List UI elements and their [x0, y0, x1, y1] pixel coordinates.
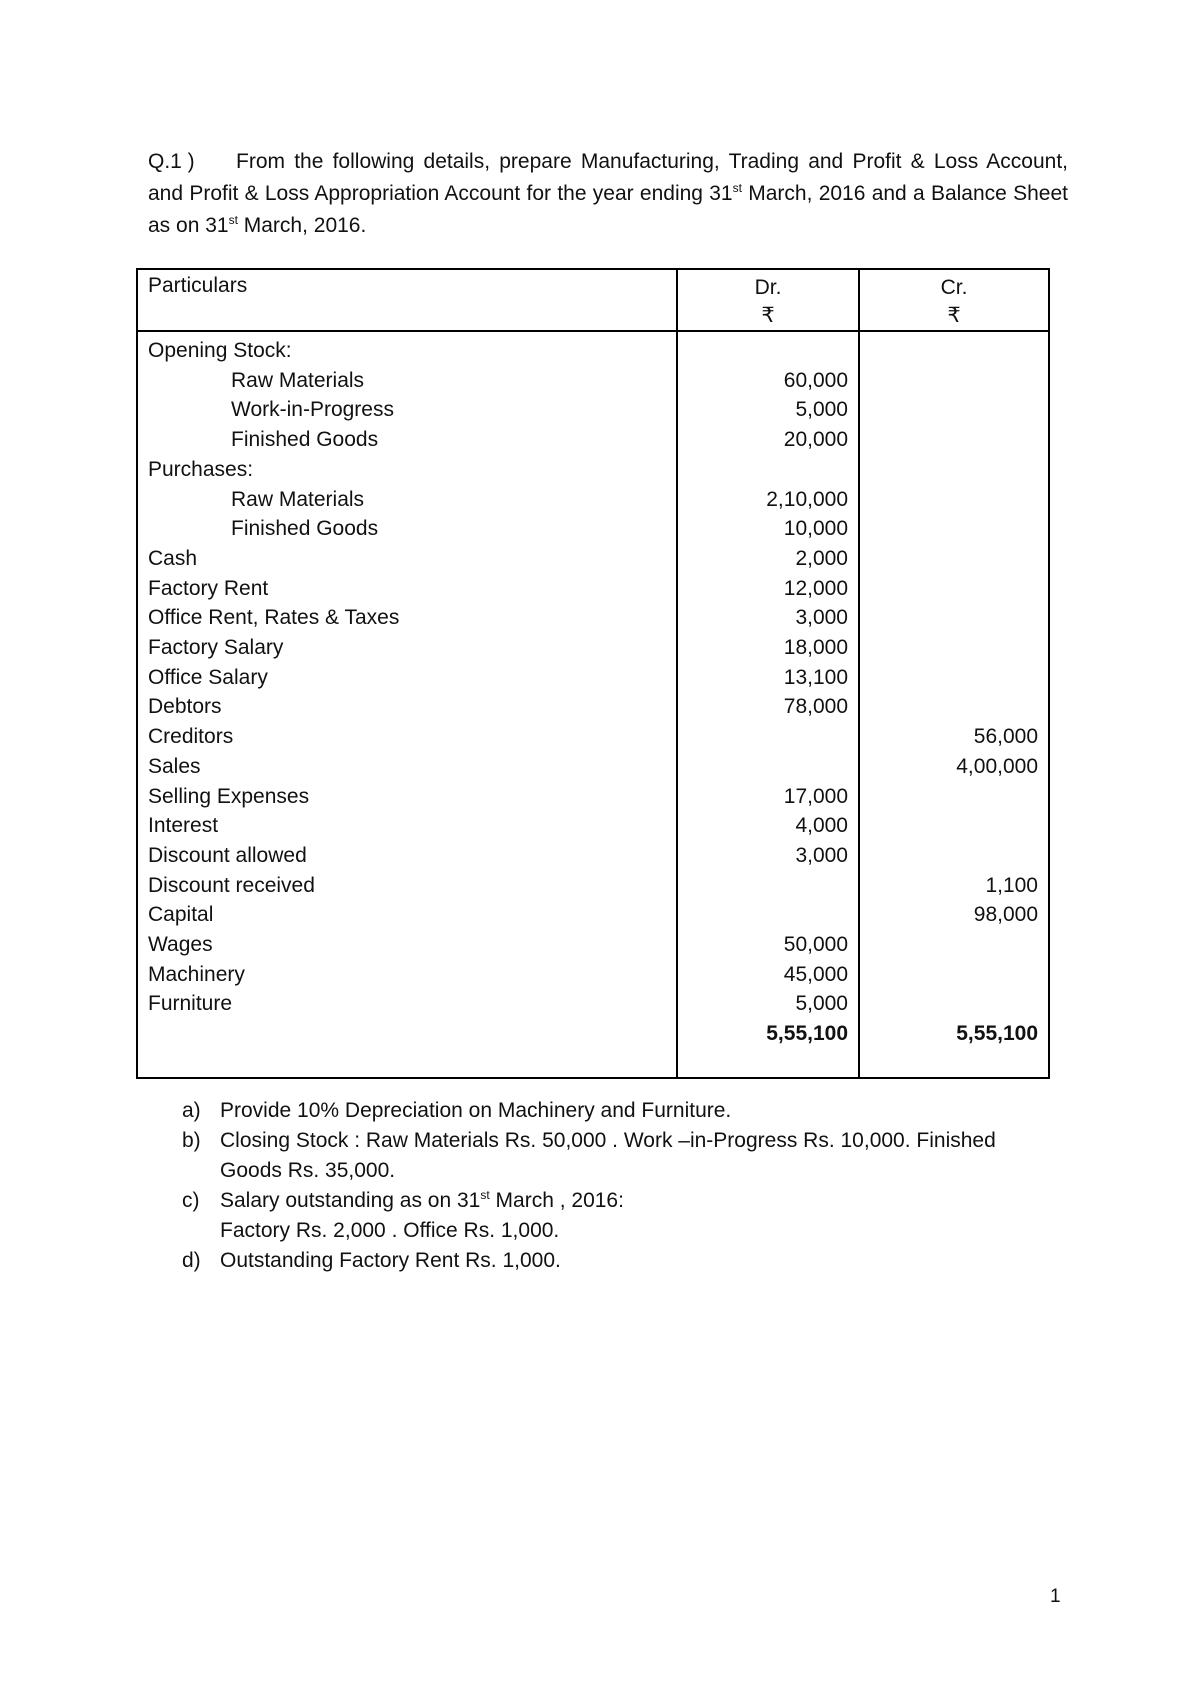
dr-cell: 10,000: [677, 514, 859, 544]
particulars-cell: Cash: [137, 544, 677, 574]
dr-cell: [677, 752, 859, 782]
header-cr: [859, 269, 1049, 331]
dr-cell: 13,100: [677, 663, 859, 693]
cr-cell: [859, 485, 1049, 515]
table-row: [137, 633, 1049, 663]
dr-cell: 50,000: [677, 930, 859, 960]
cr-cell: 56,000: [859, 722, 1049, 752]
particulars-cell: Purchases:: [137, 455, 677, 485]
cr-cell: [859, 782, 1049, 812]
note-item: [182, 1246, 1062, 1276]
note-text-line2: Factory Rs. 2,000 . Office Rs. 1,000.: [220, 1219, 560, 1242]
total-dr-cell: 5,55,100: [677, 1019, 859, 1051]
cr-cell: [859, 663, 1049, 693]
cr-cell: [859, 331, 1049, 366]
note-text: Salary outstanding as on 31: [220, 1189, 481, 1212]
question-text-part3: March, 2016.: [237, 214, 367, 237]
cr-cell: [859, 960, 1049, 990]
particulars-cell: Selling Expenses: [137, 782, 677, 812]
note-text: Closing Stock : Raw Materials Rs. 50,000 . Work –in-Progress Rs. 10,000. Finished Goods Rs. 35,000.: [220, 1129, 996, 1182]
table-row: [137, 871, 1049, 901]
particulars-cell: Raw Materials: [137, 366, 677, 396]
table-row: [137, 331, 1049, 366]
table-row: [137, 574, 1049, 604]
page-number: 1: [1050, 1586, 1061, 1607]
note-text: Outstanding Factory Rent Rs. 1,000.: [220, 1249, 561, 1272]
table-row: [137, 752, 1049, 782]
table-row: [137, 811, 1049, 841]
note-item: [182, 1186, 1062, 1246]
particulars-cell: Factory Rent: [137, 574, 677, 604]
particulars-cell: Interest: [137, 811, 677, 841]
trial-balance-table: [136, 268, 1050, 1079]
dr-cell: 17,000: [677, 782, 859, 812]
particulars-cell: Work-in-Progress: [137, 395, 677, 425]
adjustment-notes: [182, 1096, 1062, 1276]
cr-cell: [859, 574, 1049, 604]
particulars-cell: Discount received: [137, 871, 677, 901]
superscript-st-3: st: [480, 1188, 490, 1202]
table-row: [137, 603, 1049, 633]
cr-cell: 4,00,000: [859, 752, 1049, 782]
table-row: [137, 841, 1049, 871]
dr-cell: [677, 331, 859, 366]
dr-cell: 12,000: [677, 574, 859, 604]
note-item: [182, 1126, 1062, 1186]
table-row: [137, 782, 1049, 812]
table-spacer-row: [137, 1051, 1049, 1078]
table-row: [137, 485, 1049, 515]
cr-cell: 98,000: [859, 900, 1049, 930]
question-number: Q.1 ): [148, 150, 195, 173]
note-marker: b): [182, 1129, 201, 1152]
cr-cell: [859, 989, 1049, 1019]
cr-cell: [859, 633, 1049, 663]
table-row: [137, 960, 1049, 990]
table-row: [137, 692, 1049, 722]
note-marker: c): [182, 1189, 200, 1212]
table-row: [137, 514, 1049, 544]
header-cr-label: Cr.: [940, 276, 968, 299]
particulars-cell: Discount allowed: [137, 841, 677, 871]
cr-cell: [859, 514, 1049, 544]
cr-cell: 1,100: [859, 871, 1049, 901]
table-row: [137, 425, 1049, 455]
cr-cell: [859, 425, 1049, 455]
dr-cell: [677, 871, 859, 901]
header-particulars: Particulars: [137, 269, 677, 331]
particulars-cell: Machinery: [137, 960, 677, 990]
dr-cell: 45,000: [677, 960, 859, 990]
dr-cell: 5,000: [677, 989, 859, 1019]
dr-cell: [677, 455, 859, 485]
table-row: [137, 989, 1049, 1019]
particulars-cell: Furniture: [137, 989, 677, 1019]
dr-cell: 3,000: [677, 603, 859, 633]
question-text-part1: From the following details, prepare Manufacturing, Trading and Profit & Loss Account, and Profit & Loss Appropriation Account for the year ending 31: [148, 150, 1068, 205]
table-row: [137, 900, 1049, 930]
note-marker: a): [182, 1099, 201, 1122]
cr-cell: [859, 811, 1049, 841]
cr-cell: [859, 692, 1049, 722]
dr-cell: 60,000: [677, 366, 859, 396]
question-text: [148, 146, 1068, 242]
dr-cell: 78,000: [677, 692, 859, 722]
table-row: [137, 930, 1049, 960]
particulars-cell: Creditors: [137, 722, 677, 752]
table-row: [137, 395, 1049, 425]
table-row: [137, 366, 1049, 396]
cr-cell: [859, 544, 1049, 574]
header-dr-label: Dr.: [754, 276, 782, 299]
particulars-cell: Factory Salary: [137, 633, 677, 663]
particulars-cell: Finished Goods: [137, 514, 677, 544]
dr-cell: 2,000: [677, 544, 859, 574]
rupee-icon: ₹: [761, 304, 775, 327]
table-row: [137, 663, 1049, 693]
particulars-cell: Debtors: [137, 692, 677, 722]
particulars-cell: Office Salary: [137, 663, 677, 693]
note-item: [182, 1096, 1062, 1126]
rupee-icon: ₹: [947, 304, 961, 327]
cr-cell: [859, 395, 1049, 425]
dr-cell: 18,000: [677, 633, 859, 663]
table-header-row: [137, 269, 1049, 331]
note-text-after-sup: March , 2016:: [489, 1189, 624, 1212]
particulars-cell: Raw Materials: [137, 485, 677, 515]
particulars-cell: Opening Stock:: [137, 331, 677, 366]
cr-cell: [859, 366, 1049, 396]
superscript-st-1: st: [732, 181, 742, 195]
table-row: [137, 455, 1049, 485]
cr-cell: [859, 455, 1049, 485]
cr-cell: [859, 841, 1049, 871]
particulars-cell: Finished Goods: [137, 425, 677, 455]
particulars-cell: Capital: [137, 900, 677, 930]
dr-cell: 20,000: [677, 425, 859, 455]
superscript-st-2: st: [228, 213, 238, 227]
table-row: [137, 544, 1049, 574]
total-particulars-cell: [137, 1019, 677, 1051]
dr-cell: [677, 900, 859, 930]
question-text-part2: March, 2016 and a Balance Sheet as on 31: [148, 182, 1068, 237]
particulars-cell: Office Rent, Rates & Taxes: [137, 603, 677, 633]
dr-cell: [677, 722, 859, 752]
particulars-cell: Sales: [137, 752, 677, 782]
particulars-cell: Wages: [137, 930, 677, 960]
total-row: [137, 1019, 1049, 1051]
cr-cell: [859, 603, 1049, 633]
dr-cell: 2,10,000: [677, 485, 859, 515]
total-cr-cell: 5,55,100: [859, 1019, 1049, 1051]
dr-cell: 3,000: [677, 841, 859, 871]
note-text: Provide 10% Depreciation on Machinery and Furniture.: [220, 1099, 732, 1122]
dr-cell: 5,000: [677, 395, 859, 425]
cr-cell: [859, 930, 1049, 960]
note-marker: d): [182, 1249, 201, 1272]
table-row: [137, 722, 1049, 752]
dr-cell: 4,000: [677, 811, 859, 841]
header-dr: [677, 269, 859, 331]
